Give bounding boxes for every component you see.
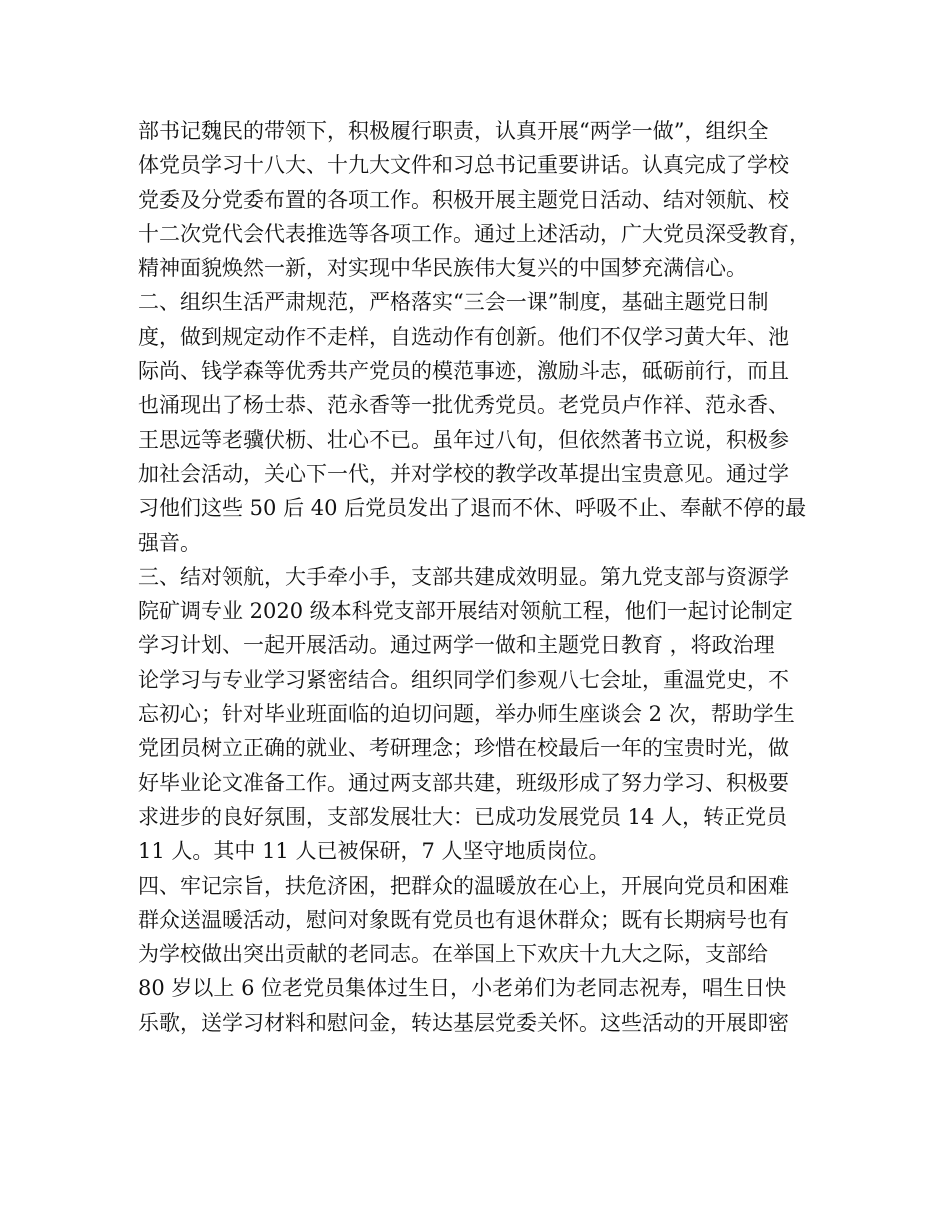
text-line: 院矿调专业 2020 级本科党支部开展结对领航工程，他们一起讨论制定 — [138, 599, 793, 624]
text-line: 体党员学习十八大、十九大文件和习总书记重要讲话。认真完成了学校 — [138, 153, 789, 178]
text-line: 际尚、钱学森等优秀共产党员的模范事迹，激励斗志，砥砺前行，而且 — [138, 359, 789, 384]
text-line: 度，做到规定动作不走样，自选动作有创新。他们不仅学习黄大年、池 — [138, 324, 789, 349]
text-line: 部书记魏民的带领下，积极履行职责，认真开展“两学一做”，组织全 — [138, 119, 769, 143]
text-line: 群众送温暖活动，慰问对象既有党员也有退休群众；既有长期病号也有 — [138, 907, 789, 932]
text-line: 学习计划、一起开展活动。通过两学一做和主题党日教育 ，将政治理 — [138, 633, 775, 658]
text-line: 党委及分党委布置的各项工作。积极开展主题党日活动、结对领航、校 — [138, 187, 789, 212]
text-line: 二、组织生活严肃规范，严格落实“三会一课”制度，基础主题党日制 — [138, 290, 769, 315]
text-line: 好毕业论文准备工作。通过两支部共建，班级形成了努力学习、积极要 — [138, 770, 789, 795]
text-line: 为学校做出突出贡献的老同志。在举国上下欢庆十九大之际，支部给 — [138, 942, 768, 967]
text-line: 80 岁以上 6 位老党员集体过生日，小老弟们为老同志祝寿，唱生日快 — [138, 976, 787, 1001]
text-line: 精神面貌焕然一新，对实现中华民族伟大复兴的中国梦充满信心。 — [138, 256, 747, 281]
text-line: 忘初心；针对毕业班面临的迫切问题，举办师生座谈会 2 次，帮助学生 — [138, 702, 795, 727]
body-text — [138, 114, 818, 1040]
text-line: 也涌现出了杨士恭、范永香等一批优秀党员。老党员卢作祥、范永香、 — [138, 393, 789, 418]
text-line: 三、结对领航，大手牵小手，支部共建成效明显。第九党支部与资源学 — [138, 564, 789, 589]
text-line: 强音。 — [138, 530, 201, 555]
text-line: 王思远等老骥伏枥、壮心不已。虽年过八旬，但依然著书立说，积极参 — [138, 427, 789, 452]
text-line: 加社会活动，关心下一代，并对学校的教学改革提出宝贵意见。通过学 — [138, 461, 789, 486]
text-line: 11 人。其中 11 人已被保研，7 人坚守地质岗位。 — [138, 839, 610, 864]
text-line: 求进步的良好氛围，支部发展壮大：已成功发展党员 14 人，转正党员 — [138, 804, 788, 829]
text-line: 习他们这些 50 后 40 后党员发出了退而不休、呼吸不止、奉献不停的最 — [138, 496, 807, 521]
text-line: 党团员树立正确的就业、考研理念；珍惜在校最后一年的宝贵时光，做 — [138, 736, 789, 761]
text-line: 四、牢记宗旨，扶危济困，把群众的温暖放在心上，开展向党员和困难 — [138, 873, 789, 898]
text-line: 十二次党代会代表推选等各项工作。通过上述活动，广大党员深受教育， — [138, 221, 810, 246]
text-line: 论学习与专业学习紧密结合。组织同学们参观八七会址，重温党史，不 — [138, 667, 789, 692]
text-line: 乐歌，送学习材料和慰问金，转达基层党委关怀。这些活动的开展即密 — [138, 1010, 789, 1035]
